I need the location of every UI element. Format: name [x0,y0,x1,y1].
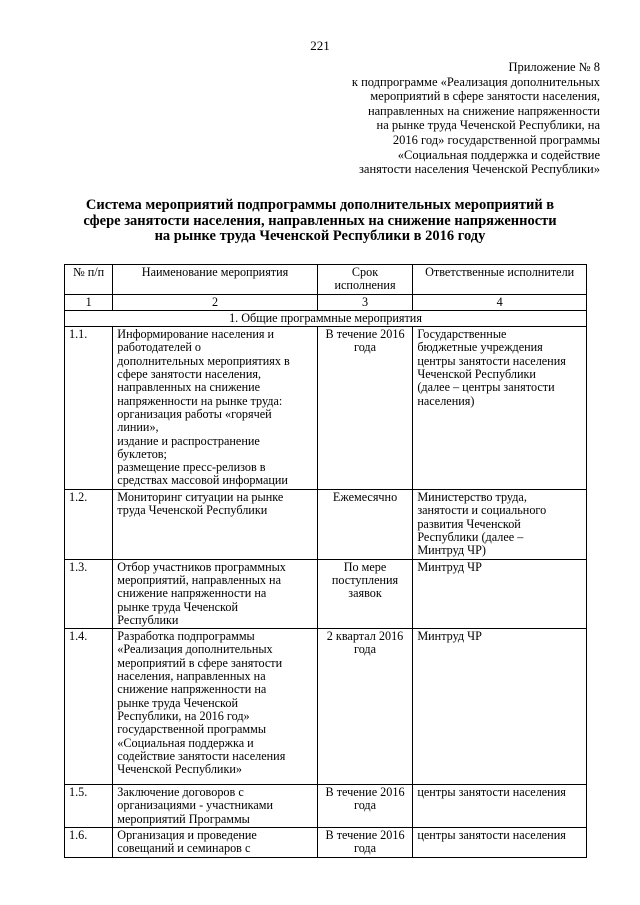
name-line: государственной программы [117,722,267,737]
name-line: Мониторинг ситуации на рынке [117,490,284,505]
page-number: 221 [310,38,330,53]
name-line: направленных на снижение [117,380,261,395]
row-name [113,559,317,628]
row-name [113,490,317,559]
column-number: 3 [317,294,413,310]
column-number: 4 [413,294,587,310]
appendix-line: к подпрограмме «Реализация дополнительных [351,74,600,89]
name-line: Республики, на 2016 год» [117,708,250,723]
name-line: Чеченской Республики» [117,762,242,777]
name-line: Организация и проведение [117,828,257,843]
column-number: 1 [65,294,113,310]
row-responsible [413,327,587,490]
row-term: В течение 2016 года [317,785,413,828]
name-line: мероприятий в сфере занятости [117,655,283,670]
name-line: Разработка подпрограммы [117,629,255,644]
resp-line: Министерство труда, [417,490,527,505]
resp-line: Республики (далее – [417,530,524,545]
row-number: 1.5. [65,785,113,828]
name-line: снижение напряженности на [117,682,267,697]
name-line: напряженности на рынке труда: [117,393,283,408]
name-line: «Социальная поддержка и [117,735,254,750]
header-term: Срок исполнения [317,265,413,295]
resp-line: центры занятости населения [417,353,566,368]
name-line: линии», [117,420,159,435]
row-responsible [413,559,587,628]
appendix-line: на рынке труда Чеченской Республики, на [376,118,600,133]
appendix-line: занятости населения Чеченской Республики» [358,162,600,177]
name-line: издание и распространение [117,433,260,448]
row-term: По мере поступления заявок [317,559,413,628]
name-line: содействие занятости населения [117,748,286,763]
header-responsible: Ответственные исполнители [413,265,587,295]
table-row [65,559,587,628]
header-num: № п/п [65,265,113,295]
name-line: буклетов; [117,446,167,461]
resp-line: Чеченской Республики [417,367,536,382]
resp-line: Минтруд ЧР) [417,543,486,558]
name-line: работодателей о [117,340,202,355]
appendix-line: мероприятий в сфере занятости населения, [370,89,600,104]
row-name [113,785,317,828]
row-term: Ежемесячно [317,490,413,559]
appendix-line: 2016 год» государственной программы [392,132,600,147]
row-responsible [413,785,587,828]
row-term: В течение 2016 года [317,828,413,858]
title-line: Система мероприятий подпрограммы дополнительных мероприятий в [85,197,555,213]
name-line: мероприятий, направленных на [117,572,281,587]
table-row [65,490,587,559]
row-number: 1.3. [65,559,113,628]
resp-line: центры занятости населения [417,785,566,800]
appendix-line: Приложение № 8 [508,60,600,74]
resp-line: занятости и социального [417,503,547,518]
table-header-row [65,265,587,295]
row-name [113,629,317,785]
name-line: совещаний и семинаров с [117,841,251,856]
row-name [113,327,317,490]
row-number: 1.4. [65,629,113,785]
column-numbers-row [65,294,587,310]
resp-line: центры занятости населения [417,828,566,843]
title-line: сфере занятости населения, направленных на снижение напряженности [83,212,557,229]
name-line: «Реализация дополнительных [117,642,273,657]
name-line: мероприятий Программы [117,811,250,826]
column-number: 2 [113,294,317,310]
row-term: 2 квартал 2016 года [317,629,413,785]
table-row [65,629,587,785]
name-line: населения, направленных на [117,669,266,684]
name-line: размещение пресс-релизов в [117,460,266,475]
row-number: 1.2. [65,490,113,559]
document-title [60,198,580,245]
name-line: снижение напряженности на [117,586,267,601]
resp-line: Государственные [417,327,507,342]
name-line: Информирование населения и [117,327,275,342]
table-row [65,785,587,828]
resp-line: развития Чеченской [417,516,521,531]
row-name [113,828,317,858]
name-line: организациями - участниками [117,798,273,813]
row-responsible [413,629,587,785]
name-line: труда Чеченской Республики [117,503,268,518]
resp-line: населения) [417,393,475,408]
name-line: рынке труда Чеченской [117,599,238,614]
name-line: сфере занятости населения, [117,367,262,382]
title-line: на рынке труда Чеченской Республики в 2016 году [154,228,486,244]
name-line: Заключение договоров с [117,785,244,800]
name-line: Республики [117,612,179,627]
name-line: средствах массовой информации [117,473,288,488]
row-number: 1.1. [65,327,113,490]
row-responsible [413,490,587,559]
row-term: В течение 2016 года [317,327,413,490]
resp-line: Минтруд ЧР [417,629,482,644]
name-line: организация работы «горячей [117,406,272,421]
row-number: 1.6. [65,828,113,858]
measures-table [64,264,587,858]
table-row [65,327,587,490]
name-line: Отбор участников программных [117,559,286,574]
row-responsible [413,828,587,858]
resp-line: (далее – центры занятости [417,380,555,395]
section-row [65,310,587,326]
header-name: Наименование мероприятия [113,265,317,295]
resp-line: бюджетные учреждения [417,340,543,355]
name-line: рынке труда Чеченской [117,695,238,710]
section-title: 1. Общие программные мероприятия [65,310,587,326]
appendix-line: направленных на снижение напряженности [367,103,600,118]
resp-line: Минтруд ЧР [417,559,482,574]
table-row [65,828,587,858]
name-line: дополнительных мероприятиях в [117,353,290,368]
appendix-note [300,60,600,177]
appendix-line: «Социальная поддержка и содействие [397,147,600,162]
